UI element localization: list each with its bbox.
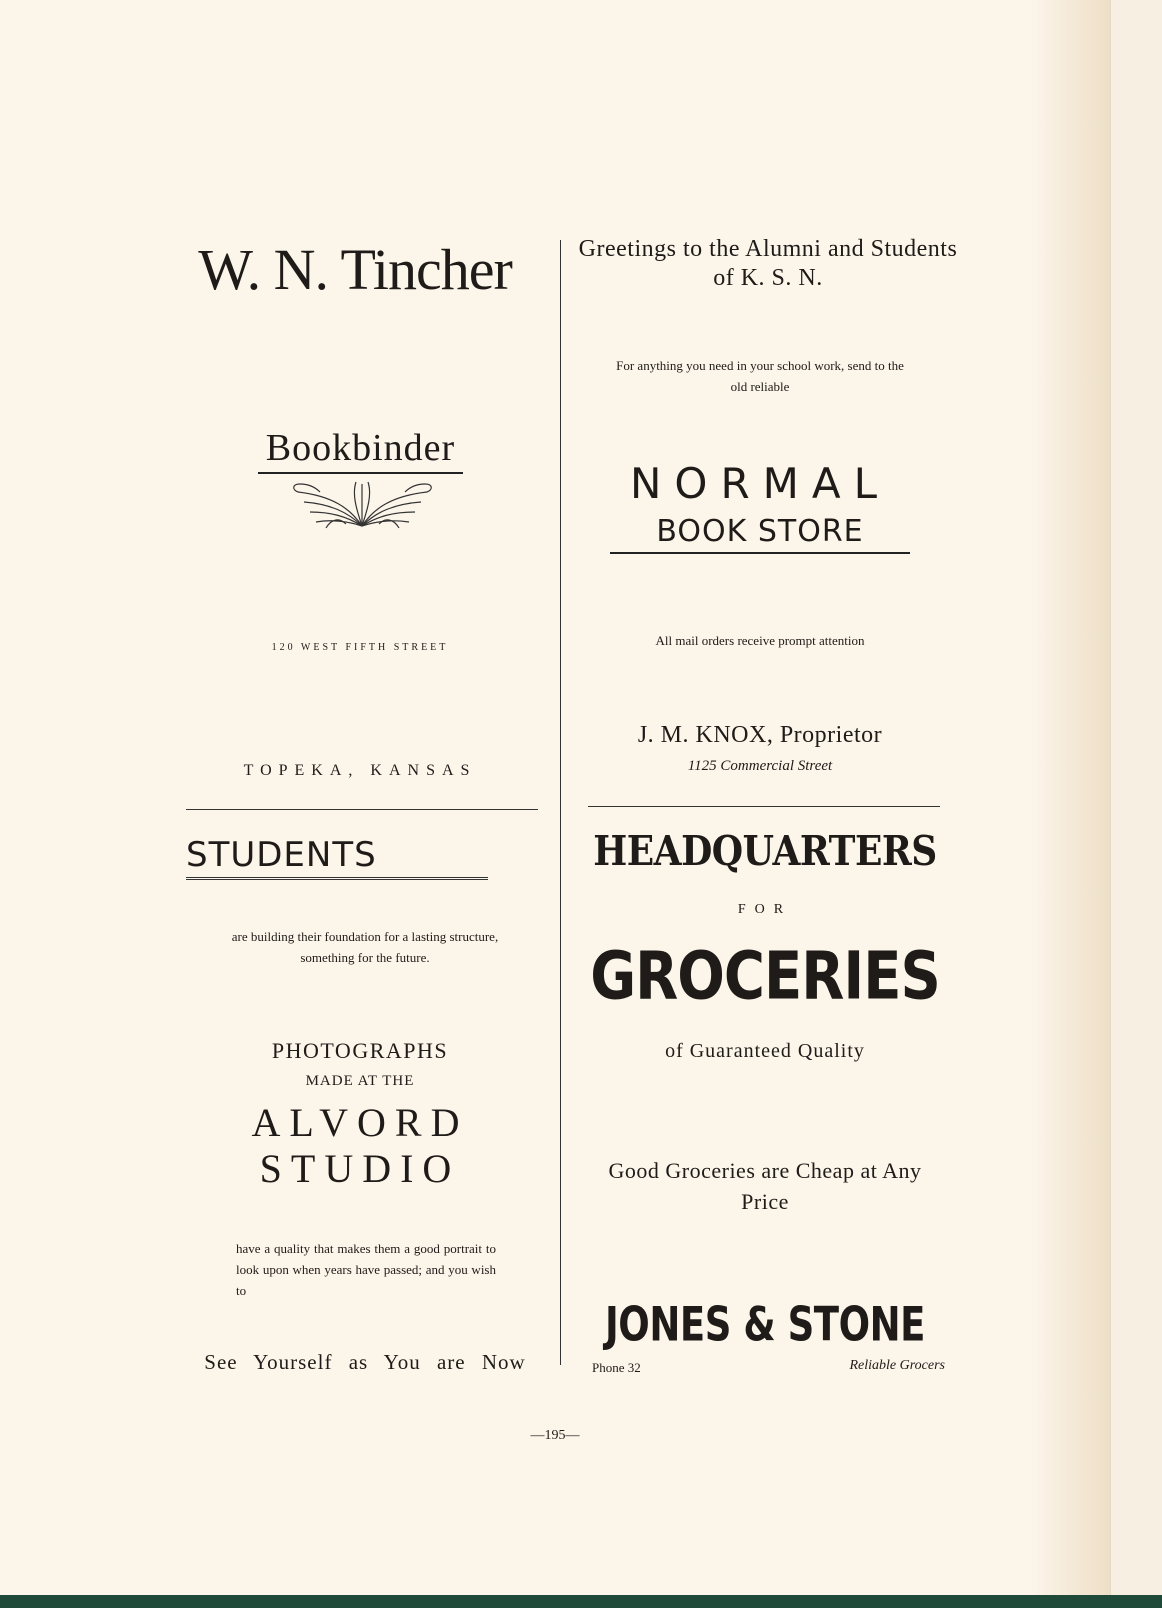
- made-at-text: MADE AT THE: [305, 1073, 415, 1089]
- store-name-line1: NORMAL: [629, 459, 891, 508]
- greeting-text: Greetings to the Alumni and Students of K. S. N.: [578, 236, 958, 291]
- headquarters-headline: HEADQUARTERS: [593, 826, 937, 876]
- column-divider: [560, 240, 561, 1365]
- for-text: FOR: [737, 902, 793, 917]
- leaf-ornament-icon: [290, 478, 435, 530]
- grocer-tagline: Reliable Grocers: [849, 1358, 945, 1373]
- store-name-line2: BOOK STORE: [610, 514, 910, 554]
- binding-strip: [0, 1595, 1162, 1608]
- grocer-name: JONES & STONE: [604, 1298, 925, 1353]
- phone-number: Phone 32: [592, 1360, 641, 1375]
- studio-body-text: have a quality that makes them a good portrait to look upon when years have passed; and you wish to: [236, 1241, 496, 1298]
- proprietor-name: J. M. KNOX, Proprietor: [637, 722, 883, 748]
- store-address: 1125 Commercial Street: [687, 758, 833, 774]
- right-ad-separator: [588, 806, 940, 807]
- trade-title: Bookbinder: [258, 426, 463, 474]
- students-intro-text: are building their foundation for a lasting structure, something for the future.: [231, 929, 499, 965]
- street-address: 120 WEST FIFTH STREET: [271, 642, 449, 653]
- studio-name-line2: STUDIO: [259, 1146, 461, 1191]
- groceries-headline: GROCERIES: [590, 938, 940, 1015]
- mail-orders-text: All mail orders receive prompt attention: [655, 633, 865, 648]
- page-number: —195—: [530, 1428, 580, 1443]
- photographs-heading: PHOTOGRAPHS: [271, 1038, 449, 1063]
- quality-text: of Guaranteed Quality: [665, 1040, 865, 1062]
- bookstore-intro-text: For anything you need in your school work, send to the old reliable: [616, 358, 904, 394]
- studio-tagline: See Yourself as You are Now: [204, 1350, 526, 1374]
- page-edge-stain: [1030, 0, 1110, 1595]
- grocer-slogan: Good Groceries are Cheap at Any Price: [608, 1158, 922, 1214]
- business-name: W. N. Tincher: [198, 237, 512, 302]
- left-ad-separator: [186, 809, 538, 810]
- students-headline: STUDENTS: [186, 835, 377, 875]
- headline-underline: [186, 877, 488, 880]
- city-state: TOPEKA, KANSAS: [243, 762, 477, 779]
- studio-name-line1: ALVORD: [251, 1100, 469, 1145]
